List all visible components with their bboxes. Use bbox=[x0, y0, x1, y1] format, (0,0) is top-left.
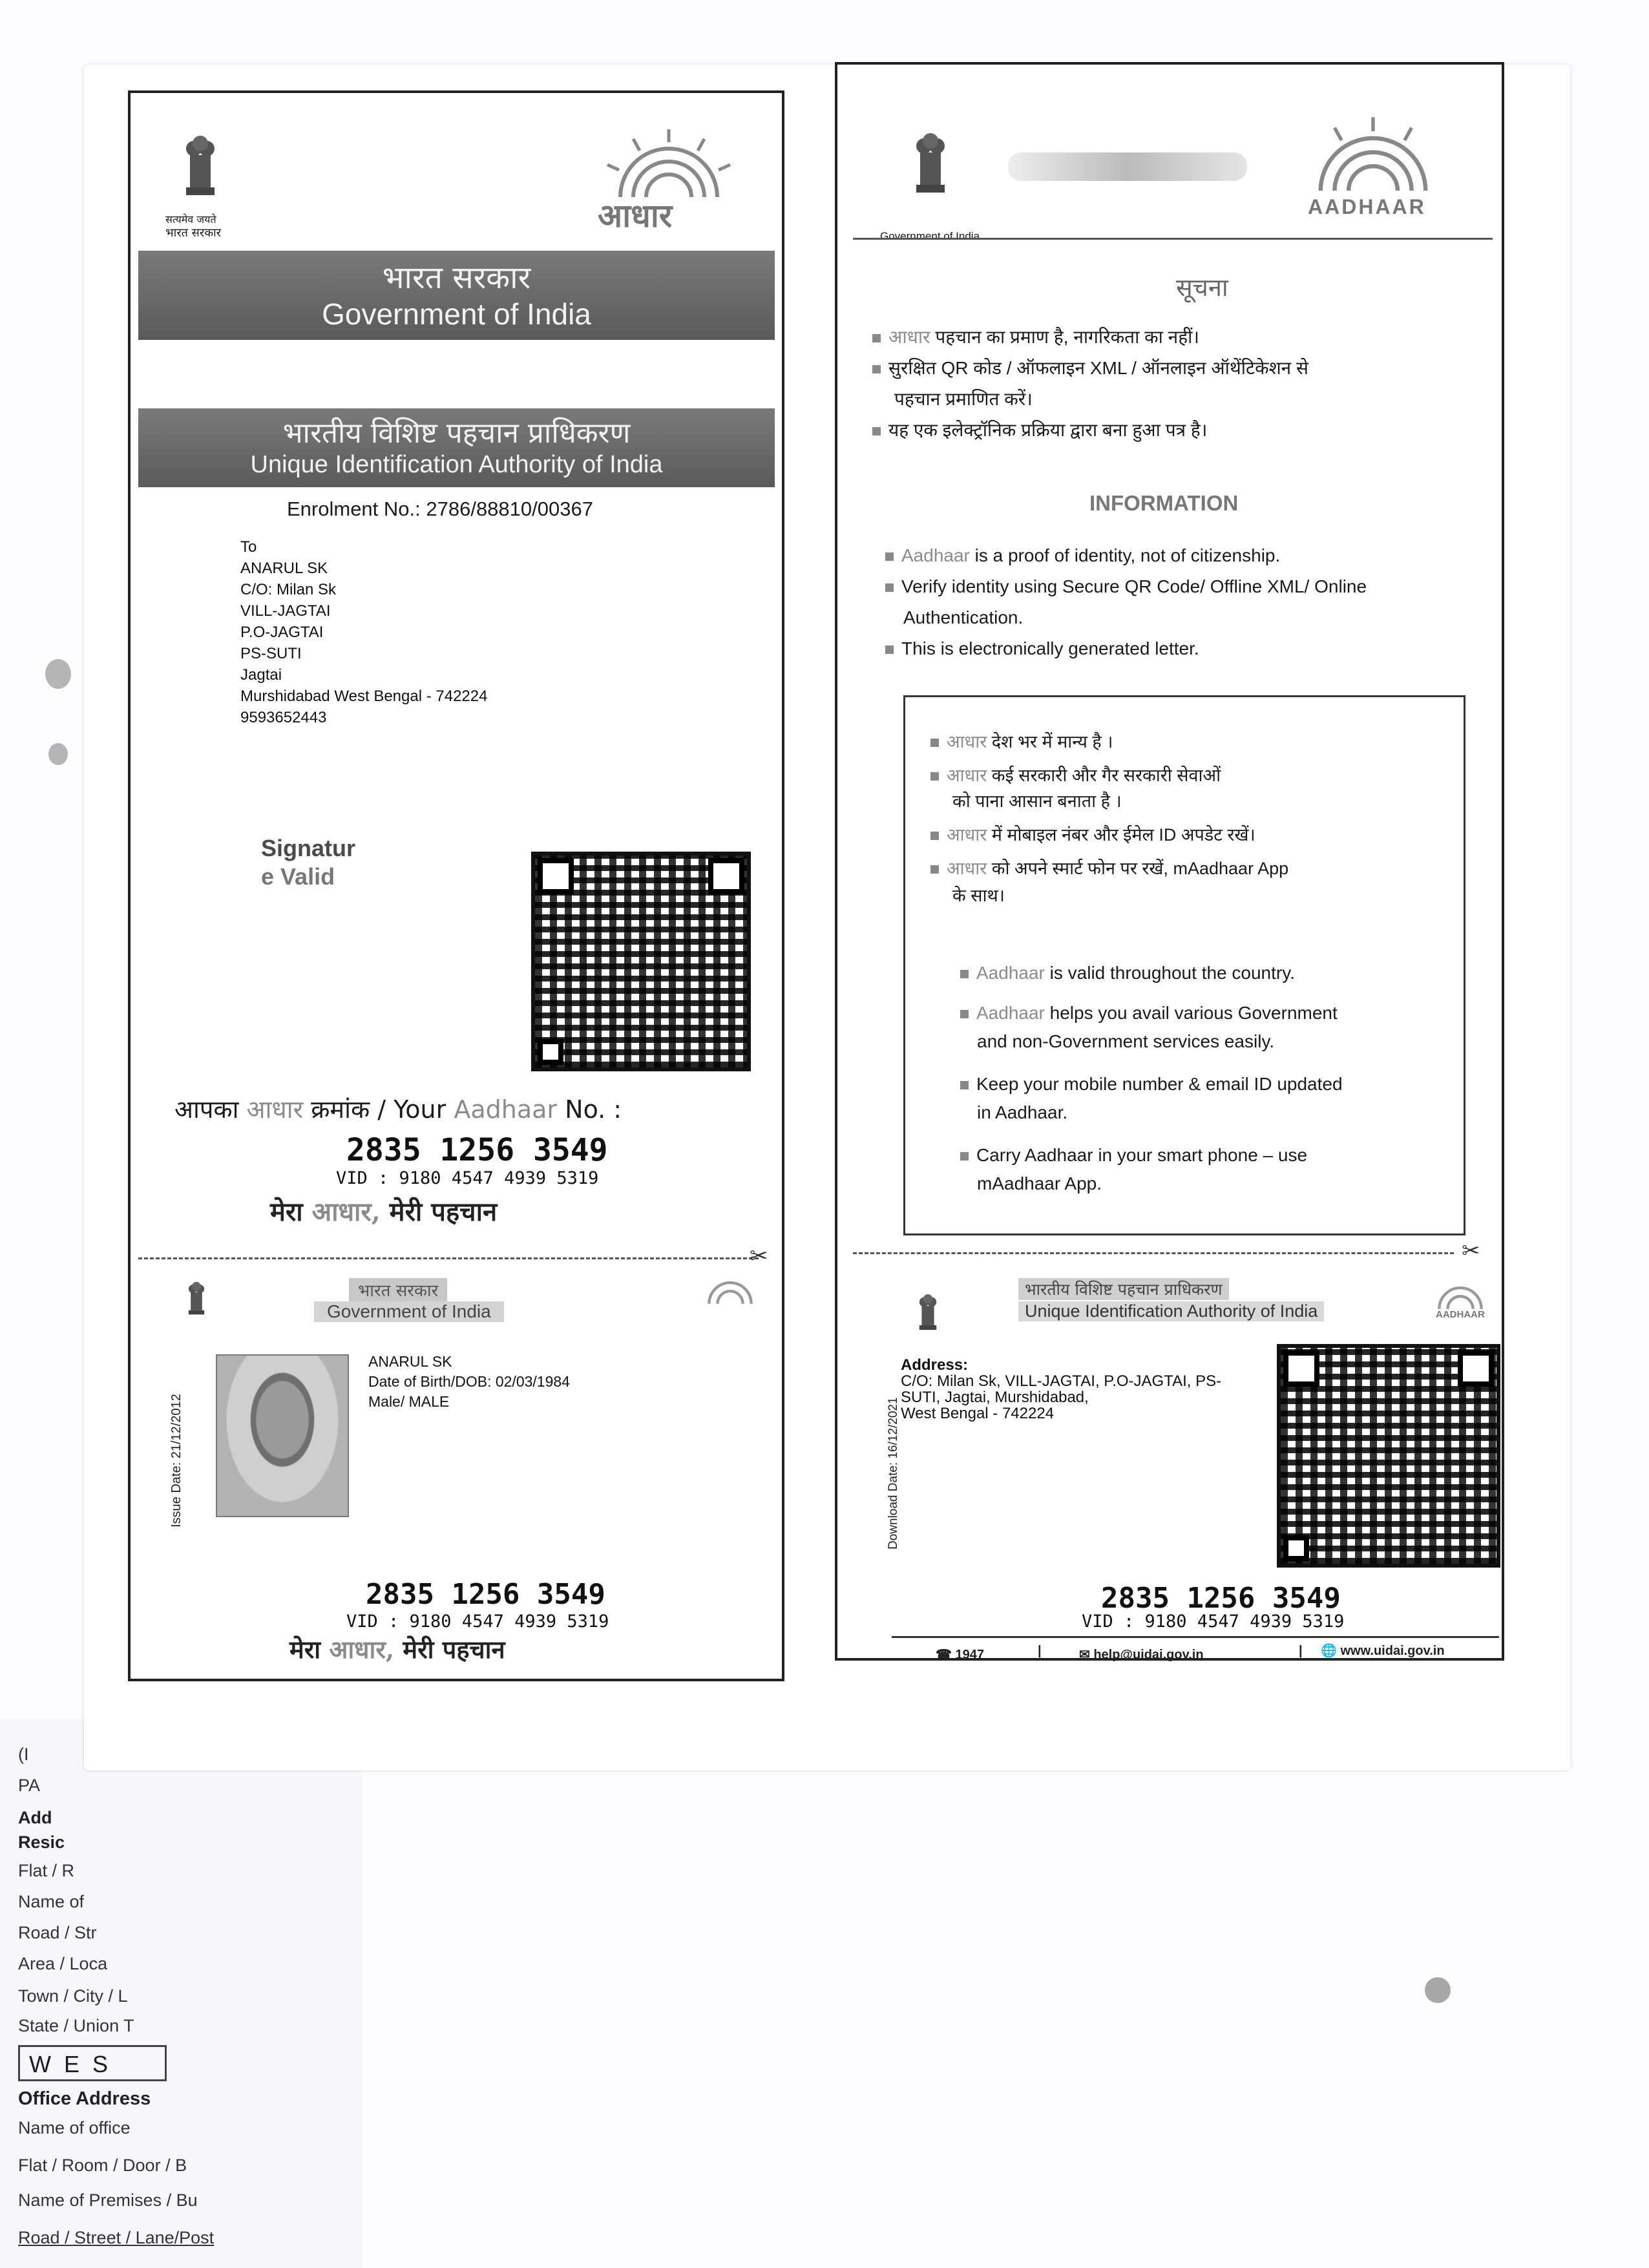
address-line: To bbox=[240, 538, 257, 556]
info-en-item bbox=[885, 543, 1280, 569]
gov-header-bar bbox=[138, 251, 775, 340]
card-qr-code bbox=[1277, 1344, 1500, 1568]
label-en: No. : bbox=[565, 1095, 622, 1124]
address-line: ANARUL SK bbox=[240, 560, 328, 577]
text: को अपने स्मार्ट फोन पर रखें, mAadhaar App bbox=[987, 859, 1289, 878]
text: This is electronically generated letter. bbox=[901, 638, 1199, 658]
national-emblem-icon bbox=[182, 1276, 211, 1327]
uidai-title-hi: भारतीय विशिष्ट पहचान प्राधिकरण bbox=[282, 417, 631, 450]
form-line: Name of office bbox=[18, 2118, 131, 2137]
highlight: आधार bbox=[888, 327, 930, 347]
text: सुरक्षित QR कोड / ऑफलाइन XML / ऑनलाइन ऑथेंटिकेशन से bbox=[888, 358, 1308, 378]
text: Verify identity using Secure QR Code/ Offline XML/ Online bbox=[901, 576, 1367, 596]
cut-line bbox=[853, 1252, 1454, 1254]
form-line: Flat / Room / Door / B bbox=[18, 2156, 187, 2175]
highlight: आधार bbox=[947, 859, 987, 878]
address-line: C/O: Milan Sk bbox=[240, 581, 337, 598]
tagline-highlight: आधार, bbox=[329, 1635, 395, 1664]
footer-separator: | bbox=[1038, 1644, 1042, 1658]
card-vid-number: VID : 9180 4547 4939 5319 bbox=[346, 1612, 609, 1632]
aadhaar-logo-icon bbox=[1428, 1276, 1493, 1314]
tagline-part: मेरी पहचान bbox=[389, 1197, 498, 1227]
address-line: VILL-JAGTAI bbox=[240, 602, 331, 620]
issue-date: Issue Date: 21/12/2012 bbox=[169, 1394, 184, 1528]
form-line: Flat / R bbox=[18, 1861, 75, 1880]
vid-number: VID : 9180 4547 4939 5319 bbox=[336, 1168, 599, 1188]
label-hi: आपका bbox=[174, 1095, 239, 1124]
form-line: PA bbox=[18, 1776, 41, 1795]
tagline-part: मेरी पहचान bbox=[403, 1635, 505, 1664]
info-hi-item bbox=[872, 355, 1308, 381]
card-gov-hi: भारत सरकार bbox=[349, 1278, 447, 1301]
form-line: Road / Str bbox=[18, 1923, 97, 1942]
download-date: Download Date: 16/12/2021 bbox=[887, 1397, 900, 1549]
ink-smudge bbox=[1425, 1977, 1451, 2003]
form-line: Name of Premises / Bu bbox=[18, 2190, 198, 2210]
text: is a proof of identity, not of citizenship. bbox=[969, 545, 1281, 565]
address-line: PS-SUTI bbox=[240, 645, 302, 662]
holder-details bbox=[368, 1352, 570, 1412]
aadhaar-number: 2835 1256 3549 bbox=[346, 1132, 608, 1168]
enrolment-number: Enrolment No.: 2786/88810/00367 bbox=[287, 498, 593, 520]
box-en-item bbox=[960, 1142, 1307, 1168]
form-line: Name of bbox=[18, 1892, 85, 1911]
emblem-caption: भारत सरकार bbox=[165, 226, 222, 240]
signature-status: e Valid bbox=[261, 863, 335, 890]
address-line: 9593652443 bbox=[240, 709, 327, 726]
footer-divider bbox=[892, 1636, 1499, 1638]
info-hi-item bbox=[872, 324, 1199, 350]
highlight: Aadhaar bbox=[976, 1003, 1045, 1023]
address-line: Jagtai bbox=[240, 666, 282, 684]
highlight: Aadhaar bbox=[976, 963, 1045, 983]
footer-separator: | bbox=[1299, 1644, 1303, 1658]
card-vid-number: VID : 9180 4547 4939 5319 bbox=[1082, 1612, 1345, 1632]
box-hi-cont: के साथ। bbox=[952, 886, 1005, 905]
national-emblem-icon bbox=[905, 127, 956, 211]
card-uidai-en: Unique Identification Authority of India bbox=[1018, 1301, 1324, 1321]
box-en-cont: and non-Government services easily. bbox=[977, 1031, 1275, 1051]
box-hi-item bbox=[930, 729, 1113, 755]
box-en-item bbox=[960, 1000, 1338, 1026]
box-en-cont: mAadhaar App. bbox=[977, 1173, 1102, 1193]
label-hi-highlight: आधार bbox=[246, 1095, 304, 1124]
text: is valid throughout the country. bbox=[1044, 963, 1295, 983]
scissors-icon: ✂ bbox=[1462, 1238, 1480, 1264]
address-block bbox=[240, 536, 487, 728]
box-en-item bbox=[960, 1071, 1343, 1097]
aadhaar-logo-icon bbox=[698, 1270, 762, 1309]
suchna-title: सूचना bbox=[1176, 273, 1228, 302]
text: यह एक इलेक्ट्रॉनिक प्रक्रिया द्वारा बना हुआ पत्र है। bbox=[888, 420, 1208, 440]
form-line: Resic bbox=[18, 1832, 65, 1852]
qr-code bbox=[531, 852, 751, 1071]
address-line: P.O-JAGTAI bbox=[240, 624, 324, 641]
info-en-item bbox=[885, 574, 1367, 600]
box-hi-item bbox=[930, 856, 1288, 881]
email-icon: ✉ bbox=[1079, 1648, 1094, 1662]
footer-email bbox=[1079, 1646, 1204, 1663]
label-en-highlight: Aadhaar bbox=[454, 1095, 558, 1124]
info-en-cont: Authentication. bbox=[903, 607, 1024, 627]
form-line: State / Union T bbox=[18, 2016, 134, 2035]
address-line: C/O: Milan Sk, VILL-JAGTAI, P.O-JAGTAI, PS- bbox=[901, 1372, 1222, 1390]
form-line: (I bbox=[18, 1745, 29, 1764]
box-hi-cont: को पाना आसान बनाता है । bbox=[952, 792, 1122, 811]
uidai-header-bar bbox=[138, 408, 775, 487]
signature-label: Signatur bbox=[261, 835, 356, 861]
uidai-title-en: Unique Identification Authority of India bbox=[250, 451, 663, 478]
gov-title-hi: भारत सरकार bbox=[382, 260, 531, 296]
emblem-motto: सत्यमेव जयते bbox=[165, 213, 216, 226]
address-line: West Bengal - 742224 bbox=[901, 1405, 1055, 1422]
footer-phone bbox=[936, 1646, 984, 1663]
card-uidai-hi: भारतीय विशिष्ट पहचान प्राधिकरण bbox=[1018, 1278, 1229, 1300]
redacted-band bbox=[1008, 152, 1247, 181]
ink-smudge bbox=[48, 743, 68, 765]
box-hi-item bbox=[930, 822, 1255, 848]
cut-line bbox=[138, 1257, 759, 1259]
label-mixed: क्रमांक / Your bbox=[311, 1095, 446, 1124]
holder-gender: Male/ MALE bbox=[368, 1393, 450, 1410]
info-hi-cont: पहचान प्रमाणित करें। bbox=[894, 389, 1033, 409]
highlight: आधार bbox=[947, 825, 987, 845]
text: पहचान का प्रमाण है, नागरिकता का नहीं। bbox=[930, 327, 1199, 347]
footer-website bbox=[1321, 1643, 1445, 1659]
globe-icon: 🌐 bbox=[1321, 1644, 1341, 1658]
highlight: आधार bbox=[947, 732, 987, 751]
box-en-item bbox=[960, 960, 1295, 986]
text: में मोबाइल नंबर और ईमेल ID अपडेट रखें। bbox=[987, 825, 1255, 845]
national-emblem-icon bbox=[912, 1288, 943, 1343]
form-state-box: WES bbox=[18, 2045, 167, 2081]
highlight: आधार bbox=[947, 766, 987, 785]
form-line: Area / Loca bbox=[18, 1954, 108, 1973]
form-office-address: Office Address bbox=[18, 2088, 151, 2109]
info-title: INFORMATION bbox=[1089, 491, 1239, 515]
form-line: Add bbox=[18, 1808, 52, 1827]
card-aadhaar-number: 2835 1256 3549 bbox=[366, 1578, 605, 1611]
tagline bbox=[270, 1193, 497, 1228]
aadhaar-logo-icon bbox=[594, 126, 743, 204]
form-line: Town / City / L bbox=[18, 1986, 128, 2006]
card-tagline bbox=[289, 1632, 505, 1666]
box-hi-item bbox=[930, 762, 1221, 788]
card-logo-text: AADHAAR bbox=[1436, 1309, 1485, 1320]
holder-name: ANARUL SK bbox=[368, 1353, 452, 1370]
aadhaar-number-label bbox=[174, 1092, 622, 1126]
ink-smudge bbox=[45, 659, 71, 689]
address-line: Murshidabad West Bengal - 742224 bbox=[240, 688, 488, 705]
tagline-part: मेरा bbox=[289, 1635, 321, 1664]
aadhaar-logo-icon bbox=[1292, 114, 1454, 198]
scissors-icon: ✂ bbox=[750, 1243, 768, 1269]
box-en-cont: in Aadhaar. bbox=[977, 1102, 1068, 1122]
info-en-item bbox=[885, 636, 1199, 662]
text: Carry Aadhaar in your smart phone – use bbox=[976, 1145, 1308, 1165]
info-hi-item bbox=[872, 417, 1207, 443]
card-gov-en: Government of India bbox=[314, 1301, 504, 1322]
aadhaar-logo-text: आधार bbox=[598, 196, 673, 235]
gov-title-en: Government of India bbox=[322, 297, 591, 331]
holder-photo bbox=[216, 1354, 349, 1517]
phone-icon: ☎ bbox=[936, 1648, 956, 1662]
highlight: Aadhaar bbox=[901, 545, 970, 565]
emblem-caption: Government of India bbox=[880, 230, 980, 242]
website-url: www.uidai.gov.in bbox=[1340, 1644, 1445, 1658]
aadhaar-logo-text: AADHAAR bbox=[1308, 195, 1426, 218]
tagline-part: मेरा bbox=[270, 1197, 303, 1227]
address-label: Address: bbox=[901, 1356, 969, 1374]
address-line: SUTI, Jagtai, Murshidabad, bbox=[901, 1389, 1089, 1406]
tagline-highlight: आधार, bbox=[311, 1197, 381, 1227]
text: helps you avail various Government bbox=[1044, 1003, 1338, 1023]
form-line: Road / Street / Lane/Post bbox=[18, 2228, 215, 2247]
card-address bbox=[901, 1357, 1221, 1422]
holder-dob: Date of Birth/DOB: 02/03/1984 bbox=[368, 1373, 570, 1390]
email-address: help@uidai.gov.in bbox=[1093, 1648, 1204, 1662]
text: कई सरकारी और गैर सरकारी सेवाओं bbox=[987, 766, 1221, 785]
text: Keep your mobile number & email ID updated bbox=[976, 1074, 1343, 1094]
national-emblem-icon bbox=[174, 129, 226, 213]
header-divider bbox=[853, 238, 1493, 240]
card-aadhaar-number: 2835 1256 3549 bbox=[1101, 1582, 1341, 1615]
phone-number: 1947 bbox=[955, 1648, 984, 1662]
text: देश भर में मान्य है । bbox=[987, 732, 1113, 751]
